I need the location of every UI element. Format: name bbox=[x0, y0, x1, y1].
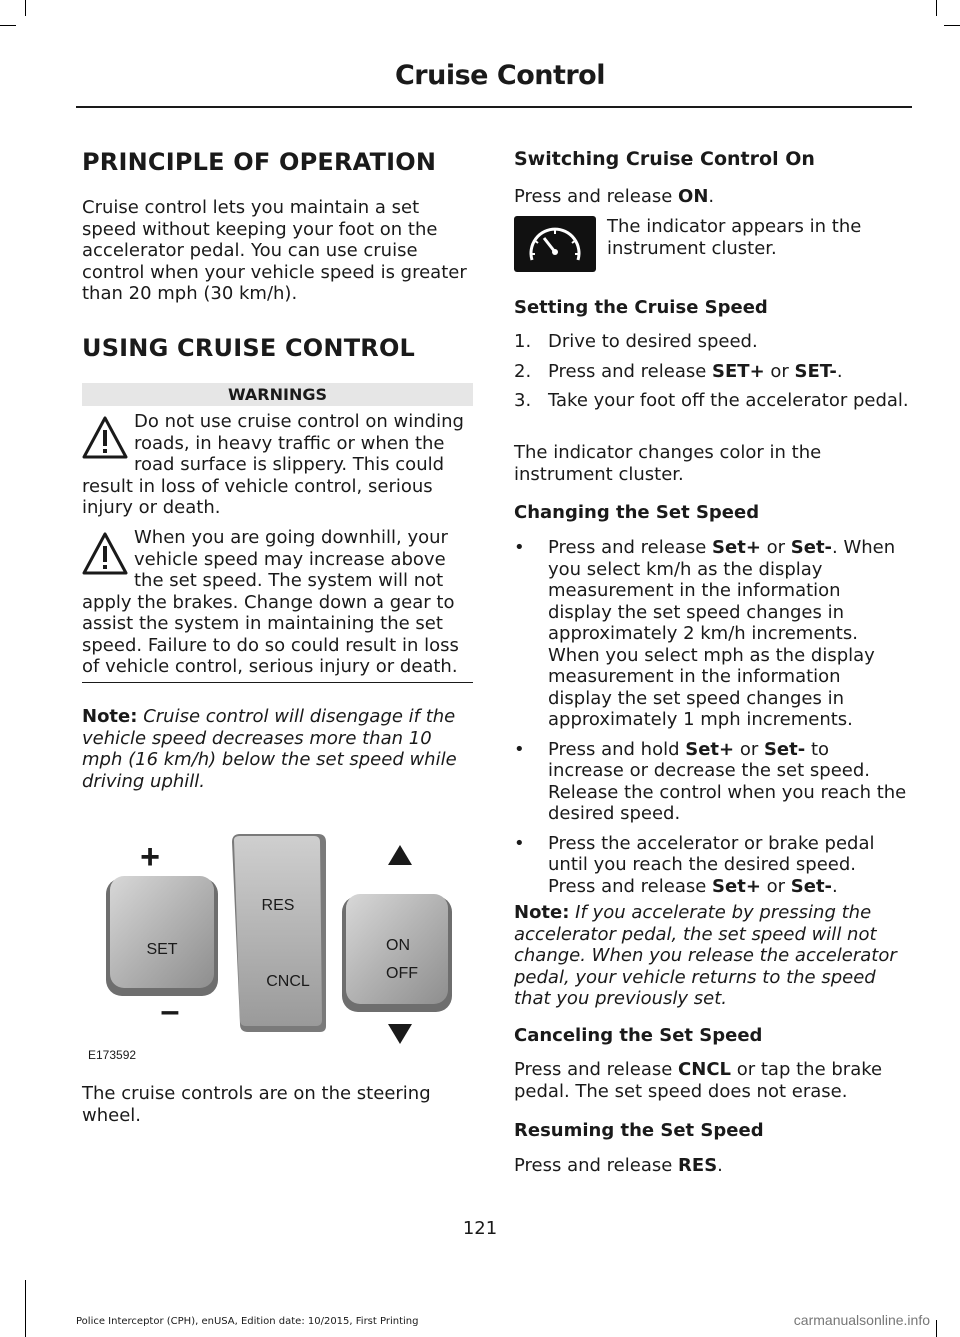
header-divider bbox=[76, 106, 912, 108]
bullet-text: Press and release bbox=[548, 537, 713, 558]
off-label: OFF bbox=[386, 965, 418, 982]
step-text: Press and release bbox=[548, 360, 713, 382]
note-text: Cruise control will disengage if the vehicle speed decreases more than 10 mph (16 km/h) below the set speed while driving uphill. bbox=[82, 706, 457, 792]
bullet: • bbox=[514, 537, 525, 558]
key-cncl: CNCL bbox=[678, 1059, 732, 1080]
warning-triangle-icon bbox=[82, 531, 128, 577]
step-text: . bbox=[836, 360, 843, 382]
figure-code: E173592 bbox=[88, 1048, 137, 1062]
list-item bbox=[514, 537, 909, 731]
crop-mark bbox=[25, 1280, 26, 1337]
heading-changing: Changing the Set Speed bbox=[514, 502, 760, 523]
warning-2-text: When you are going downhill, your vehicle speed may increase above the set speed. The system will not apply the brakes. Change down a gear to assist the system in maintaining the set speed. Failure to do so could result in loss of vehicle control, serious injury or death. bbox=[82, 527, 459, 677]
page-number: 121 bbox=[462, 1218, 498, 1239]
note-right bbox=[514, 902, 909, 1010]
bullet: • bbox=[514, 738, 525, 760]
note-label: Note: bbox=[514, 902, 570, 923]
bullet-text: . When you select km/h as the display measurement in the information display the set speed changes in approximately 2 km/h increments. When you select mph as the display measurement in the information display the set speed changes in approximately 1 mph increments. bbox=[548, 537, 896, 730]
text-run: Press and release bbox=[514, 186, 679, 207]
step-number: 1. bbox=[514, 331, 532, 352]
key-on: ON bbox=[678, 186, 709, 207]
arrow-up-icon bbox=[388, 845, 412, 865]
text-run: . bbox=[708, 186, 715, 207]
bullet-text: or bbox=[760, 875, 791, 897]
res-cncl-rocker bbox=[232, 834, 326, 1032]
cncl-label: CNCL bbox=[266, 973, 310, 990]
crop-mark bbox=[25, 0, 26, 16]
step-text: or bbox=[764, 360, 795, 382]
note-text: If you accelerate by pressing the accelerator pedal, the set speed will not change. When you release the accelerator pedal, your vehicle returns to the speed that you previously set. bbox=[514, 902, 897, 1009]
key-set-minus: Set- bbox=[763, 738, 806, 760]
footer-edition: Police Interceptor (CPH), enUSA, Edition date: 10/2015, First Printing bbox=[76, 1316, 419, 1327]
crop-mark bbox=[936, 0, 937, 16]
warnings-divider bbox=[82, 682, 473, 683]
minus-label: – bbox=[160, 992, 180, 1030]
bullet-text: . bbox=[832, 875, 838, 897]
res-label: RES bbox=[261, 897, 295, 914]
note-left bbox=[82, 706, 475, 792]
key-set-plus: SET+ bbox=[712, 360, 765, 382]
text-run: Press and release bbox=[514, 1059, 679, 1080]
list-item bbox=[514, 390, 909, 412]
list-item bbox=[514, 739, 909, 825]
key-set-plus: Set+ bbox=[712, 875, 761, 897]
warning-1 bbox=[82, 411, 475, 519]
resume-instruction bbox=[514, 1155, 909, 1177]
step-text: Take your foot off the accelerator pedal. bbox=[548, 390, 909, 411]
key-set-minus: Set- bbox=[790, 537, 833, 558]
press-on-instruction bbox=[514, 186, 909, 208]
key-set-minus: SET- bbox=[794, 360, 837, 382]
bullet: • bbox=[514, 832, 525, 854]
text-run: or tap the brake pedal. The set speed does not erase. bbox=[514, 1059, 883, 1102]
crop-mark bbox=[0, 25, 16, 26]
set-button bbox=[106, 876, 218, 996]
plus-label: + bbox=[140, 838, 160, 876]
indicator-text: The indicator appears in the instrument cluster. bbox=[607, 216, 862, 259]
bullet-text: Press and hold bbox=[548, 738, 686, 760]
bullet-text: or bbox=[734, 738, 764, 760]
warning-2 bbox=[82, 527, 475, 678]
set-label: SET bbox=[146, 941, 178, 958]
figure-caption: The cruise controls are on the steering wheel. bbox=[82, 1083, 431, 1126]
cruise-controls-figure bbox=[82, 820, 473, 1070]
list-item bbox=[514, 331, 909, 353]
crop-mark bbox=[944, 25, 960, 26]
warning-triangle-icon bbox=[82, 415, 128, 461]
watermark: carmanualsonline.info bbox=[793, 1312, 930, 1328]
step-number: 2. bbox=[514, 360, 532, 382]
text-run: Press and release bbox=[514, 1155, 679, 1176]
warnings-banner: WARNINGS bbox=[82, 383, 473, 406]
step-text: Drive to desired speed. bbox=[548, 331, 758, 352]
setting-steps bbox=[514, 331, 909, 412]
indicator-change-text: The indicator changes color in the instrument cluster. bbox=[514, 442, 822, 485]
cruise-indicator-icon bbox=[514, 216, 596, 272]
text-run: . bbox=[717, 1155, 723, 1176]
heading-principle: PRINCIPLE OF OPERATION bbox=[82, 148, 437, 176]
heading-setting: Setting the Cruise Speed bbox=[514, 297, 768, 318]
changing-bullets bbox=[514, 537, 909, 897]
heading-resuming: Resuming the Set Speed bbox=[514, 1120, 764, 1141]
list-item bbox=[514, 833, 909, 898]
key-set-plus: Set+ bbox=[712, 537, 761, 558]
crop-mark bbox=[936, 1320, 937, 1337]
bullet-text: to increase or decrease the set speed. Release the control when you reach the desired speed. bbox=[548, 738, 907, 824]
cancel-instruction bbox=[514, 1059, 909, 1102]
warning-1-text: Do not use cruise control on winding roads, in heavy traffic or when the road surface is slippery. This could result in loss of vehicle control, serious injury or death. bbox=[82, 411, 464, 518]
arrow-down-icon bbox=[388, 1024, 412, 1044]
page-title: Cruise Control bbox=[394, 60, 605, 91]
heading-canceling: Canceling the Set Speed bbox=[514, 1025, 763, 1046]
note-label: Note: bbox=[82, 706, 138, 727]
key-set-minus: Set- bbox=[790, 875, 833, 897]
list-item bbox=[514, 361, 909, 383]
intro-paragraph: Cruise control lets you maintain a set speed without keeping your foot on the accelerator pedal. You can use cruise control when your vehicle speed is greater than 20 mph (30 km/h). bbox=[82, 197, 467, 304]
key-res: RES bbox=[678, 1155, 718, 1176]
heading-switching-on: Switching Cruise Control On bbox=[514, 148, 815, 170]
key-set-plus: Set+ bbox=[685, 738, 735, 760]
heading-using: USING CRUISE CONTROL bbox=[82, 334, 416, 362]
bullet-text: or bbox=[760, 537, 791, 558]
bullet-text: Press the accelerator or brake pedal until you reach the desired speed. Press and release bbox=[548, 832, 875, 897]
step-number: 3. bbox=[514, 390, 532, 411]
on-label: ON bbox=[386, 937, 410, 954]
